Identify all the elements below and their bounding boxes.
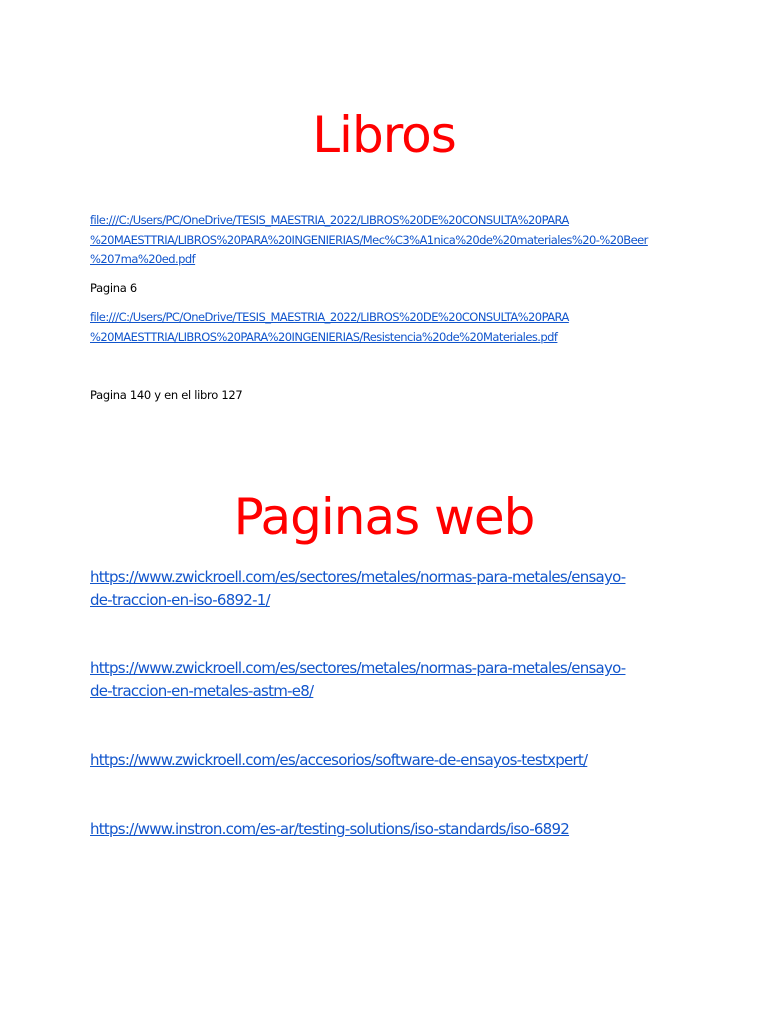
web-link-zwickroell-iso-6892[interactable]: [90, 566, 690, 612]
link-line: https://www.zwickroell.com/es/sectores/metales/normas-para-metales/ensayo-: [90, 659, 626, 677]
web-link-instron-iso-6892[interactable]: [90, 818, 690, 841]
book-note-pagina-140: Pagina 140 y en el libro 127: [90, 388, 243, 402]
link-line: https://www.zwickroell.com/es/sectores/metales/normas-para-metales/ensayo-: [90, 568, 626, 586]
link-line: de-traccion-en-iso-6892-1/: [90, 591, 270, 609]
link-line: https://www.instron.com/es-ar/testing-solutions/iso-standards/iso-6892: [90, 820, 570, 838]
link-line: de-traccion-en-metales-astm-e8/: [90, 682, 314, 700]
book-note-pagina-6: Pagina 6: [90, 281, 137, 295]
link-line: %207ma%20ed.pdf: [90, 252, 196, 266]
link-line: file:///C:/Users/PC/OneDrive/TESIS_MAESTRIA_2022/LIBROS%20DE%20CONSULTA%20PARA: [90, 310, 569, 324]
book-link-resistencia-materiales[interactable]: [90, 308, 690, 347]
book-link-mecanica-materiales[interactable]: [90, 211, 690, 270]
link-line: %20MAESTTRIA/LIBROS%20PARA%20INGENIERIAS/Mec%C3%A1nica%20de%20materiales%20-%20Beer: [90, 232, 648, 247]
link-line: %20MAESTTRIA/LIBROS%20PARA%20INGENIERIAS/Resistencia%20de%20Materiales.pdf: [90, 329, 558, 344]
link-line: file:///C:/Users/PC/OneDrive/TESIS_MAESTRIA_2022/LIBROS%20DE%20CONSULTA%20PARA: [90, 213, 569, 227]
section-title-libros: Libros: [312, 106, 456, 164]
section-title-paginas-web: Paginas web: [233, 488, 535, 546]
web-link-zwickroell-testxpert[interactable]: [90, 749, 690, 772]
web-link-zwickroell-astm-e8[interactable]: [90, 657, 690, 703]
link-line: https://www.zwickroell.com/es/accesorios/software-de-ensayos-testxpert/: [90, 751, 588, 769]
